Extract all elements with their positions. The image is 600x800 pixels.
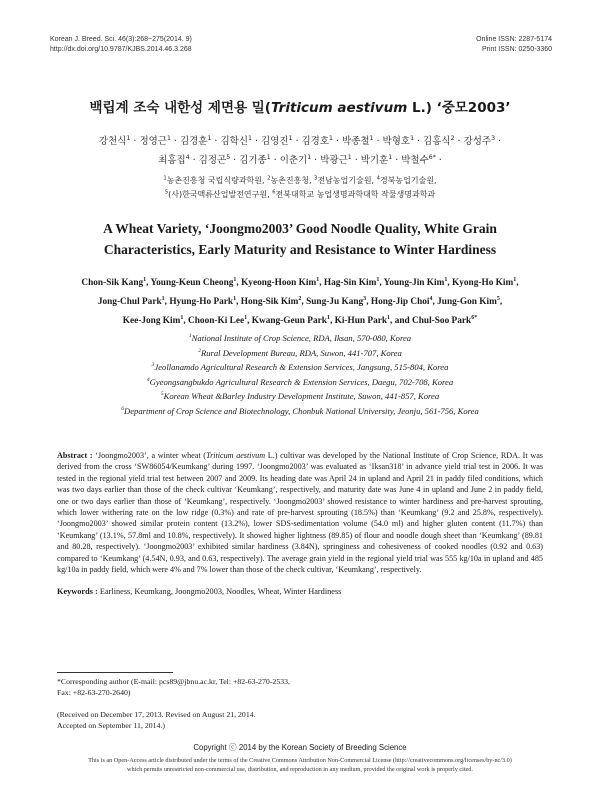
license-line2: which permits unrestricted non-commercial use, distribution, and reproduction in any medium, provided the original work is properly cited. [127, 765, 473, 773]
english-authors-line1: Chon-Sik Kang$^1$, Young-Keun Cheong$^1$, Kyeong-Hoon Kim$^1$, Hag-Sin Kim$^1$, Young-Jin Kim$^1$, Kyong-Ho Kim$^1$, [81, 276, 519, 288]
print-issn: Print ISSN: 0250-3360 [481, 46, 552, 53]
author-name: 김경호$^1$ [301, 134, 333, 147]
author-name: 강천식$^1$ [98, 134, 131, 147]
author-name: 박광근$^1$ [320, 153, 352, 166]
copyright-icon: ⓒ [228, 743, 237, 752]
corresponding-author: *Corresponding author (E-mail: pcs89@jbnu.ac.kr, Tel: +82-63-270-2533, Fax: +82-63-270-2640) [57, 677, 290, 697]
author-name: Hag-Sin Kim$^1$ [323, 276, 380, 288]
online-issn: Online ISSN: 2287-5174 [476, 36, 552, 43]
author-name: 강성주$^3$ [463, 134, 496, 147]
copyright: Copyright ⓒ 2014 by the Korean Society of Breeding Science [193, 743, 407, 752]
license-line1: This is an Open-Access article distributed under the terms of the Creative Commons Attribution Non-Commercial License (http://creativecommons.org/licenses/by-nc/3.0) [88, 757, 512, 764]
author-name: 박기훈$^1$ [360, 153, 393, 166]
affiliation: $^2$Rural Development Bureau, RDA, Suwon, 441-707, Korea [198, 347, 402, 358]
korean-title: 백립계 조숙 내한성 제면용 밀(Triticum aestivum L.) ‘중모2003’ [89, 100, 511, 116]
author-name: 김기종$^1$ [239, 153, 271, 166]
affiliation: $^1$농촌진흥청 국립식량과학원, [163, 175, 268, 185]
author-name: 김홍식$^2$ [423, 134, 455, 147]
author-name: Chon-Sik Kang$^1$ [81, 276, 147, 288]
affiliation: $^4$경북농업기술원, [376, 175, 437, 185]
korean-affiliations-line1 [40, 174, 560, 188]
affiliation: $^4$Gyeongsangbukdo Agricultural Research & Extension Services, Daegu, 702-708, Korea [146, 376, 454, 387]
author-name: 최홍집$^4$ [158, 153, 190, 166]
author-name: 김학신$^1$ [220, 134, 252, 147]
korean-authors-line1: 강천식$^1$ · 정영근$^1$ · 김경훈$^1$ · 김학신$^1$ · 김영진$^1$ · 김경호$^1$ · 박종철$^1$ · 박형호$^1$ · 김홍식$^2$ · 강성주$^3$ · [98, 134, 502, 147]
english-affiliations [40, 331, 560, 418]
keywords-text: Earliness, Keumkang, Joongmo2003, Noodles, Wheat, Winter Hardiness [97, 587, 342, 596]
author-name: Hong-Sik Kim$^2$ [240, 295, 302, 307]
korean-authors-line2: 최홍집$^4$ · 김정곤$^5$ · 김기종$^1$ · 이춘기$^1$ · 박광근$^1$ · 박기훈$^1$ · 박철수$^{6*}$ · [158, 153, 442, 166]
journal-citation: Korean J. Breed. Sci. 46(3):268~275(2014. 9) [50, 36, 192, 43]
doi-link[interactable]: http://dx.doi.org/10.9787/KJBS.2014.46.3.268 [50, 46, 192, 53]
received-dates: (Received on December 17, 2013. Revised on August 21, 2014. Accepted on September 11, 2014.) [57, 710, 256, 730]
author-name: Young-Keun Cheong$^1$ [150, 276, 237, 288]
korean-affiliations-line2 [40, 188, 560, 202]
author-name: Choon-Ki Lee$^1$ [188, 314, 248, 326]
affiliation: $^1$National Institute of Crop Science, RDA, Iksan, 570-080, Korea [188, 333, 412, 343]
affiliation: $^3$Jeollanamdo Agricultural Research & Extension Services, Jangsung, 515-804, Korea [151, 362, 449, 372]
affiliation: $^6$Department of Crop Science and Biotechnology, Chonbuk National University, Jeonju, 561-756, Korea [121, 405, 479, 416]
english-author-last: Chul-Soo Park$^{6*}$ [412, 314, 478, 326]
affiliation: $^5$(사)한국맥류산업발전연구원, [164, 189, 273, 199]
author-name: Young-Jin Kim$^1$ [383, 276, 448, 288]
footnote-divider [57, 672, 173, 673]
author-name: Sung-Ju Kang$^3$ [306, 295, 367, 307]
author-name: Jung-Gon Kim$^5$ [437, 295, 500, 307]
author-name: 김영진$^1$ [260, 134, 293, 147]
abstract: Abstract : ‘Joongmo2003’, a winter wheat (Triticum aestivum L.) cultivar was developed by the National Institute of Crop Science, RDA. It was derived from the cross ‘SW86054/Keumkang’ during 1997. ‘Joongmo2003’ was evaluated as ‘Iksan318’ in advance yield trial test in 2006. It was tested in the regional yield trial test between 2007 and 2009. Its heading date was April 24 in upland and April 21 in paddy filed conditions, which was two days earlier than those of the check cultivar ‘Keumkang’, respectively, and maturity date was June 4 in upland and June 2 in paddy field, one or two days earlier than those of ‘Keumkang’, respectively. ‘Joongmo2003’ showed resistance to winter hardiness and pre-harvest sprouting, which lower withering rate on the low ridge (0.3%) and rate of pre-harvest sprouting (18.5%) than ‘Keumkang’ (9.2 and 25.8%, respectively). ‘Joongmo2003’ showed similar protein content (13.2%), lower SDS-sedimentation volume (54.0 ml) and higher gluten content (11.7%) than ‘Keumkang’ (13.1%, 57.8ml and 10.8%, respectively). It showed higher lightness (89.85) of flour and noodle dough sheet than ‘Keumkang’ (89.81 and 80.28, respectively). ‘Joongmo2003’ exhibited similar hardiness (3.84N), springiness and cohesiveness of cooked noodles (0.92 and 0.63) compared to ‘Keumkang’ (4.54N, 0.93, and 0.63, respectively). The average grain yield in the regional yield trial was 555 kg/10a in upland and 485 kg/10a in paddy field, which were 4% and 7% lower than those of the check cultivar, ‘Keumkang’, respectively. [57, 451, 543, 575]
english-title [40, 218, 560, 260]
author-name: 정영근$^1$ [139, 134, 171, 147]
author-name: 박형호$^1$ [382, 134, 414, 147]
author-name: Jong-Chul Park$^1$ [97, 295, 165, 307]
author-name: Kyeong-Hoon Kim$^1$ [241, 276, 320, 288]
author-name: Kee-Jong Kim$^1$ [122, 314, 184, 326]
author-name: Ki-Hun Park$^1$ [334, 314, 391, 326]
affiliation: $^6$전북대학교 농업생명과학대학 작물생명과학과 [272, 189, 436, 199]
author-name: 이춘기$^1$ [279, 153, 312, 166]
author-name: 박종철$^1$ [342, 134, 374, 147]
journal-header-left [50, 35, 192, 55]
keywords-label: Keywords : [57, 587, 98, 596]
author-name: 김경훈$^1$ [179, 134, 212, 147]
author-name: Kyong-Ho Kim$^1$ [452, 276, 517, 288]
license-notice [55, 757, 545, 774]
author-name: 김정곤$^5$ [198, 153, 231, 166]
keywords [57, 587, 543, 596]
korean-title-species: Triticum aestivum [270, 100, 408, 116]
affiliation: $^2$농촌진흥청, [267, 175, 315, 185]
english-authors-line3: Kee-Jong Kim$^1$, Choon-Ki Lee$^1$, Kwang-Geun Park$^1$, Ki-Hun Park$^1$, and Chul-Soo Park$^{6*}$ [122, 314, 478, 326]
abstract-label: Abstract : [57, 451, 93, 460]
affiliation: $^3$전남농업기술원, [314, 175, 377, 185]
english-title-line2: Characteristics, Early Maturity and Resistance to Winter Hardiness [103, 242, 497, 257]
english-title-line1: A Wheat Variety, ‘Joongmo2003’ Good Noodle Quality, White Grain [103, 221, 497, 236]
journal-header-right [476, 35, 552, 55]
author-name: Hong-Jip Choi$^4$ [370, 295, 433, 307]
author-name: 박철수$^{6*}$ [401, 153, 436, 166]
affiliation: $^5$Korean Wheat &Barley Industry Development Institute, Suwon, 441-857, Korea [160, 391, 440, 401]
english-authors-line2: Jong-Chul Park$^1$, Hyung-Ho Park$^1$, Hong-Sik Kim$^2$, Sung-Ju Kang$^3$, Hong-Jip Choi$^4$, Jung-Gon Kim$^5$, [97, 295, 503, 307]
author-name: Hyung-Ho Park$^1$ [169, 295, 237, 307]
author-name: Kwang-Geun Park$^1$ [251, 314, 330, 326]
